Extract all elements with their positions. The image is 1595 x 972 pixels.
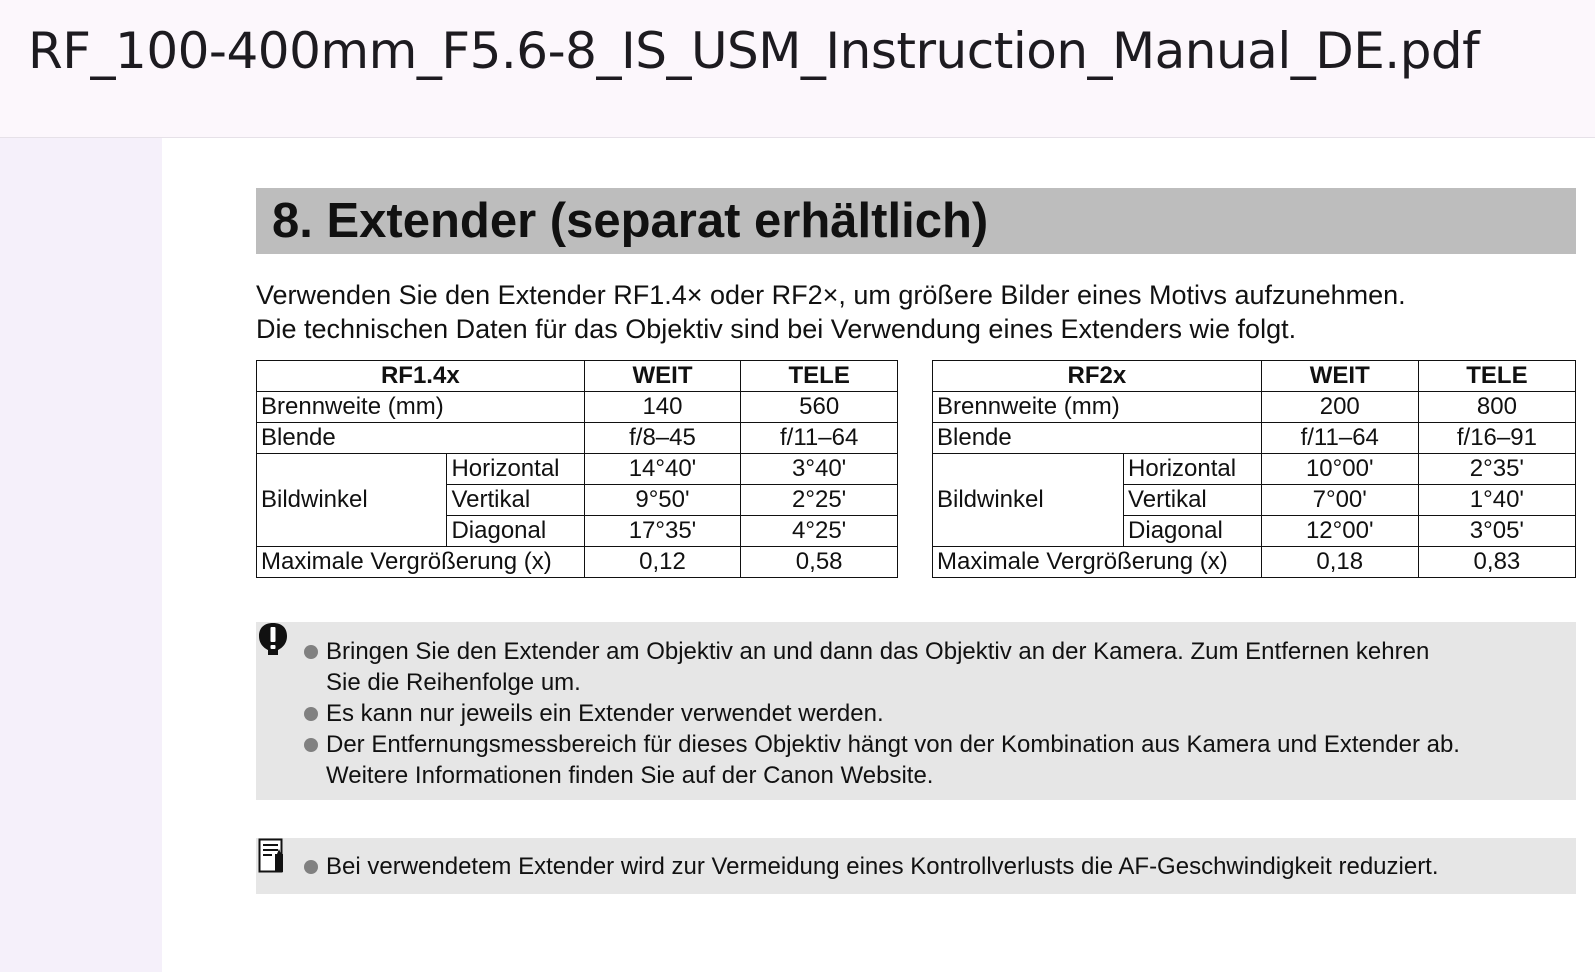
table-row bbox=[933, 392, 1576, 423]
bullet-icon bbox=[304, 645, 318, 659]
list-item bbox=[304, 698, 1564, 729]
table-row bbox=[933, 547, 1576, 578]
cell-value: f/16–91 bbox=[1418, 423, 1575, 454]
row-label: Blende bbox=[257, 423, 585, 454]
table-row bbox=[257, 454, 898, 485]
cell-value: f/11–64 bbox=[1261, 423, 1418, 454]
cell-value: 200 bbox=[1261, 392, 1418, 423]
col-weit: WEIT bbox=[1261, 361, 1418, 392]
memo-box bbox=[256, 838, 1576, 894]
cell-value: 12°00' bbox=[1261, 516, 1418, 547]
cell-value: 3°05' bbox=[1418, 516, 1575, 547]
list-item bbox=[304, 729, 1564, 791]
table-row bbox=[933, 454, 1576, 485]
cell-value: 9°50' bbox=[584, 485, 741, 516]
section-heading-bar bbox=[256, 188, 1576, 254]
row-label: Maximale Vergrößerung (x) bbox=[257, 547, 585, 578]
cell-value: 0,12 bbox=[584, 547, 741, 578]
table-header-row bbox=[933, 361, 1576, 392]
title-bar bbox=[0, 0, 1595, 138]
pdf-page[interactable] bbox=[162, 138, 1595, 972]
table-title: RF1.4x bbox=[257, 361, 585, 392]
row-label: Horizontal bbox=[447, 454, 584, 485]
bullet-icon bbox=[304, 860, 318, 874]
document-title: RF_100-400mm_F5.6-8_IS_USM_Instruction_Manual_DE.pdf bbox=[28, 22, 1480, 80]
cell-value: 3°40' bbox=[741, 454, 898, 485]
table-row bbox=[257, 392, 898, 423]
cell-value: 10°00' bbox=[1261, 454, 1418, 485]
list-item-line: Bringen Sie den Extender am Objektiv an und dann das Objektiv an der Kamera. Zum Entfernen kehren bbox=[326, 638, 1430, 665]
caution-list bbox=[304, 636, 1564, 791]
cell-value: 2°25' bbox=[741, 485, 898, 516]
col-tele: TELE bbox=[741, 361, 898, 392]
cell-value: 0,18 bbox=[1261, 547, 1418, 578]
intro-text bbox=[256, 278, 1586, 346]
row-label: Diagonal bbox=[447, 516, 584, 547]
row-label: Diagonal bbox=[1124, 516, 1262, 547]
section-heading: 8. Extender (separat erhältlich) bbox=[272, 194, 989, 248]
list-item-line: Es kann nur jeweils ein Extender verwendet werden. bbox=[326, 700, 884, 727]
memo-list bbox=[304, 851, 1564, 882]
cell-value: 140 bbox=[584, 392, 741, 423]
cell-value: 4°25' bbox=[741, 516, 898, 547]
row-group-label: Bildwinkel bbox=[257, 454, 447, 547]
cell-value: 17°35' bbox=[584, 516, 741, 547]
cell-value: 560 bbox=[741, 392, 898, 423]
caution-box bbox=[256, 622, 1576, 800]
cell-value: 800 bbox=[1418, 392, 1575, 423]
table-row bbox=[257, 547, 898, 578]
intro-line: Die technischen Daten für das Objektiv sind bei Verwendung eines Extenders wie folgt. bbox=[256, 314, 1297, 344]
sidebar bbox=[0, 138, 162, 972]
caution-icon bbox=[258, 622, 288, 656]
cell-value: 2°35' bbox=[1418, 454, 1575, 485]
list-item-line: Weitere Informationen finden Sie auf der Canon Website. bbox=[326, 762, 934, 789]
table-row bbox=[257, 423, 898, 454]
list-item-line: Bei verwendetem Extender wird zur Vermeidung eines Kontrollverlusts die AF-Geschwindigkeit reduziert. bbox=[326, 853, 1439, 880]
col-weit: WEIT bbox=[584, 361, 741, 392]
cell-value: 0,83 bbox=[1418, 547, 1575, 578]
cell-value: 14°40' bbox=[584, 454, 741, 485]
cell-value: 1°40' bbox=[1418, 485, 1575, 516]
row-label: Vertikal bbox=[1124, 485, 1262, 516]
row-label: Brennweite (mm) bbox=[257, 392, 585, 423]
list-item-line: Der Entfernungsmessbereich für dieses Objektiv hängt von der Kombination aus Kamera und Extender ab. bbox=[326, 731, 1460, 758]
cell-value: f/11–64 bbox=[741, 423, 898, 454]
table-row bbox=[933, 423, 1576, 454]
cell-value: 7°00' bbox=[1261, 485, 1418, 516]
list-item-line: Sie die Reihenfolge um. bbox=[326, 669, 581, 696]
row-group-label: Bildwinkel bbox=[933, 454, 1124, 547]
bullet-icon bbox=[304, 738, 318, 752]
spec-table-rf14x bbox=[256, 360, 898, 578]
table-header-row bbox=[257, 361, 898, 392]
col-tele: TELE bbox=[1418, 361, 1575, 392]
row-label: Maximale Vergrößerung (x) bbox=[933, 547, 1262, 578]
row-label: Vertikal bbox=[447, 485, 584, 516]
cell-value: 0,58 bbox=[741, 547, 898, 578]
bullet-icon bbox=[304, 707, 318, 721]
memo-icon bbox=[258, 838, 286, 874]
intro-line: Verwenden Sie den Extender RF1.4× oder RF2×, um größere Bilder eines Motivs aufzunehmen. bbox=[256, 280, 1406, 310]
list-item bbox=[304, 636, 1564, 698]
table-title: RF2x bbox=[933, 361, 1262, 392]
row-label: Brennweite (mm) bbox=[933, 392, 1262, 423]
row-label: Horizontal bbox=[1124, 454, 1262, 485]
row-label: Blende bbox=[933, 423, 1262, 454]
cell-value: f/8–45 bbox=[584, 423, 741, 454]
list-item bbox=[304, 851, 1564, 882]
spec-table-rf2x bbox=[932, 360, 1576, 578]
